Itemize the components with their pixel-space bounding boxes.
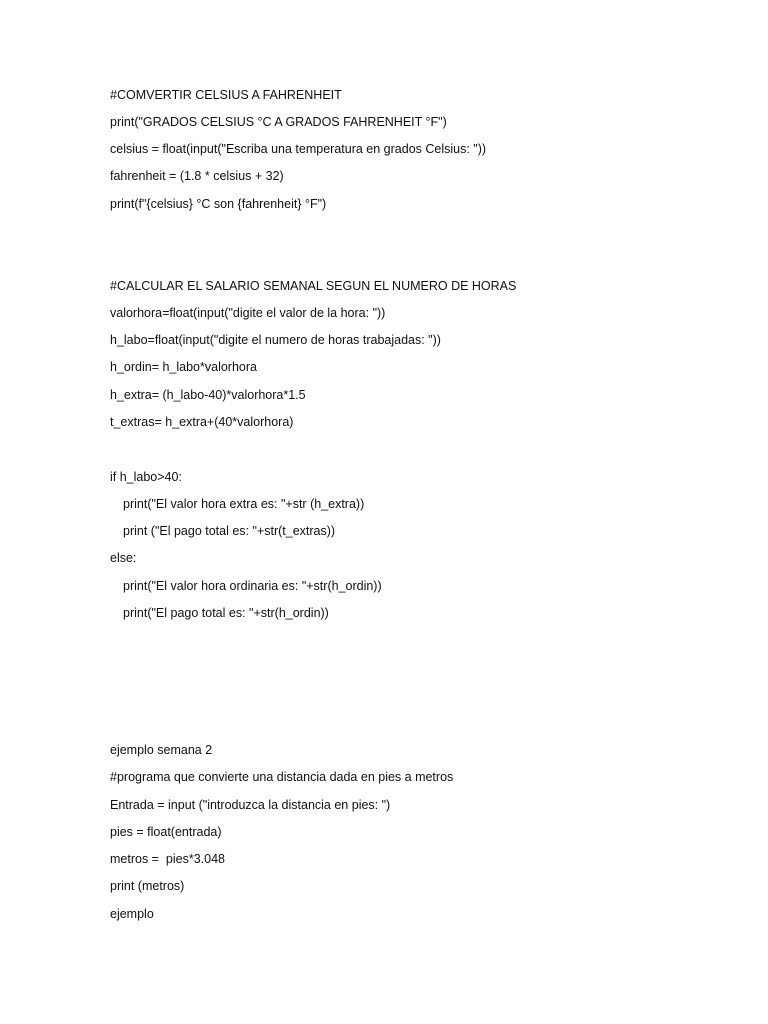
text-line: fahrenheit = (1.8 * celsius + 32) bbox=[110, 169, 284, 183]
text-line: celsius = float(input("Escriba una temperatura en grados Celsius: ")) bbox=[110, 142, 487, 156]
text-line: h_ordin= h_labo*valorhora bbox=[110, 360, 257, 374]
text-line: valorhora=float(input("digite el valor de la hora: ")) bbox=[110, 306, 386, 320]
text-line: print ("El pago total es: "+str(t_extras)) bbox=[123, 524, 336, 538]
text-line: #programa que convierte una distancia dada en pies a metros bbox=[110, 770, 454, 784]
text-line: h_labo=float(input("digite el numero de horas trabajadas: ")) bbox=[110, 333, 441, 347]
text-line: print("El valor hora ordinaria es: "+str(h_ordin)) bbox=[123, 579, 382, 593]
text-line: print("GRADOS CELSIUS °C A GRADOS FAHRENHEIT °F") bbox=[110, 115, 447, 129]
text-line: metros = pies*3.048 bbox=[110, 852, 225, 866]
text-line: print("El pago total es: "+str(h_ordin)) bbox=[123, 606, 329, 620]
text-line: h_extra= (h_labo-40)*valorhora*1.5 bbox=[110, 388, 306, 402]
text-line: Entrada = input ("introduzca la distancia en pies: ") bbox=[110, 798, 391, 812]
text-line: print("El valor hora extra es: "+str (h_extra)) bbox=[123, 497, 365, 511]
text-line: else: bbox=[110, 551, 137, 565]
text-line: ejemplo bbox=[110, 907, 154, 921]
text-line: #COMVERTIR CELSIUS A FAHRENHEIT bbox=[110, 88, 342, 102]
text-line: print (metros) bbox=[110, 879, 185, 893]
text-line: t_extras= h_extra+(40*valorhora) bbox=[110, 415, 294, 429]
text-line: #CALCULAR EL SALARIO SEMANAL SEGUN EL NUMERO DE HORAS bbox=[110, 279, 517, 293]
text-line: if h_labo>40: bbox=[110, 470, 182, 484]
text-line: ejemplo semana 2 bbox=[110, 743, 213, 757]
text-line: pies = float(entrada) bbox=[110, 825, 222, 839]
text-line: print(f"{celsius} °C son {fahrenheit} °F") bbox=[110, 197, 327, 211]
